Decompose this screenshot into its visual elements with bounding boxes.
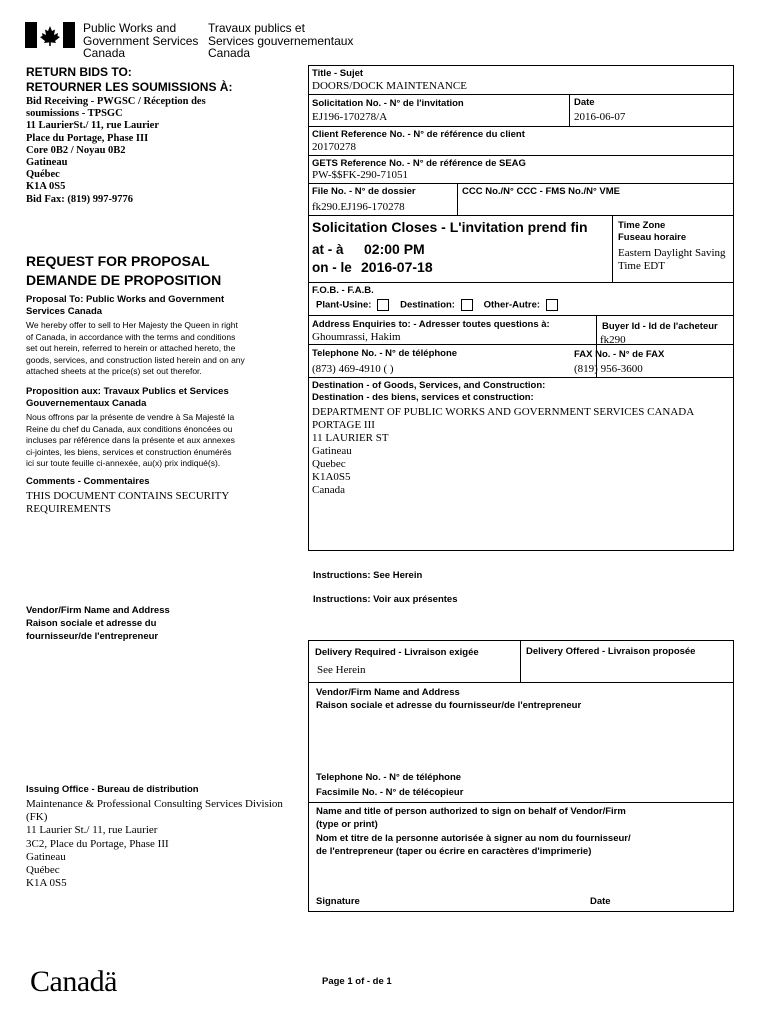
canada-wordmark: Canadä bbox=[30, 965, 117, 998]
comments-text: THIS DOCUMENT CONTAINS SECURITY REQUIREMENTS bbox=[26, 490, 230, 515]
telephone-label: Telephone No. - N° de téléphone bbox=[312, 348, 458, 359]
proposition-label: Proposition aux: Travaux Publics et Services Gouvernementaux Canada bbox=[26, 386, 229, 409]
address-enquiries-value: Ghoumrassi, Hakim bbox=[312, 331, 401, 343]
ccc-number-label: CCC No./N° CCC - FMS No./N° VME bbox=[462, 186, 621, 197]
address-enquiries-label: Address Enquiries to: - Adresser toutes questions à: bbox=[312, 319, 550, 330]
return-bids-title-en: RETURN BIDS TO: bbox=[26, 65, 132, 79]
solicitation-closes-title: Solicitation Closes - L'invitation prend fin bbox=[312, 219, 588, 235]
delivery-required-value: See Herein bbox=[317, 664, 366, 676]
delivery-required-label: Delivery Required - Livraison exigée bbox=[315, 647, 479, 658]
delivery-offered-label: Delivery Offered - Livraison proposée bbox=[526, 646, 696, 657]
client-reference-label: Client Reference No. - N° de référence du client bbox=[312, 129, 525, 140]
other-autre-checkbox[interactable] bbox=[546, 299, 558, 311]
signature-label: Signature bbox=[316, 896, 360, 907]
department-name-fr: Travaux publics et Services gouvernementaux Canada bbox=[208, 21, 354, 60]
fob-label: F.O.B. - F.A.B. bbox=[312, 285, 374, 296]
other-autre-label: Other-Autre: bbox=[483, 299, 541, 311]
date-label: Date bbox=[574, 97, 595, 108]
proposal-to-label: Proposal To: Public Works and Government Services Canada bbox=[26, 294, 225, 317]
destination-goods-value: DEPARTMENT OF PUBLIC WORKS AND GOVERNMENT SERVICES CANADA PORTAGE III 11 LAURIER ST Gatineau Quebec K1A0S5 Canada bbox=[312, 406, 695, 496]
title-value: DOORS/DOCK MAINTENANCE bbox=[312, 80, 467, 92]
fax-label: FAX No. - N° de FAX bbox=[574, 349, 665, 360]
signature-date-label: Date bbox=[590, 896, 611, 907]
solicitation-value: EJ196-170278/A bbox=[312, 111, 388, 123]
rfp-title-en: REQUEST FOR PROPOSAL bbox=[26, 253, 210, 269]
vendor-telephone-label: Telephone No. - N° de téléphone bbox=[316, 772, 462, 783]
buyer-id-label: Buyer Id - Id de l'acheteur bbox=[602, 321, 718, 332]
proposal-to-text: We hereby offer to sell to Her Majesty the Queen in right of Canada, in accordance with the terms and conditions set out herein, referred to herein or attached hereto, the goods, services, and construction listed herein and on any attached sheets at the price(s) set out therefor. bbox=[26, 320, 245, 376]
gets-reference-value: PW-$$FK-290-71051 bbox=[312, 169, 408, 181]
rfp-title-fr: DEMANDE DE PROPOSITION bbox=[26, 272, 222, 288]
proposition-text: Nous offrons par la présente de vendre à Sa Majesté la Reine du chef du Canada, aux conditions énoncées ou incluses par référence dans la présente et aux annexes ci-jointes, les biens, services et construction énumérés ici sur toute feuille ci-annexée, au(x) prix indiqué(s). bbox=[26, 412, 235, 468]
fax-value: (819) 956-3600 bbox=[574, 363, 643, 375]
issuing-office-label: Issuing Office - Bureau de distribution bbox=[26, 784, 199, 795]
destination-goods-label: Destination - of Goods, Services, and Construction: Destination - des biens, services et construction: bbox=[312, 380, 546, 403]
vendor-facsimile-label: Facsimile No. - N° de télécopieur bbox=[316, 787, 464, 798]
solicitation-label: Solicitation No. - N° de l'invitation bbox=[312, 98, 464, 109]
canada-flag-logo bbox=[25, 22, 75, 48]
time-zone-label: Time Zone Fuseau horaire bbox=[618, 220, 687, 243]
comments-label: Comments - Commentaires bbox=[26, 476, 150, 487]
date-value: 2016-06-07 bbox=[574, 111, 626, 123]
destination-checkbox[interactable] bbox=[461, 299, 473, 311]
client-reference-value: 20170278 bbox=[312, 141, 356, 153]
closing-time-label: at - à bbox=[312, 242, 344, 257]
file-number-value: fk290.EJ196-170278 bbox=[312, 201, 405, 213]
instructions-en: Instructions: See Herein bbox=[313, 570, 423, 581]
telephone-value: (873) 469-4910 ( ) bbox=[312, 363, 394, 375]
title-label: Title - Sujet bbox=[312, 68, 364, 79]
department-name-en: Public Works and Government Services Canada bbox=[83, 21, 199, 60]
vendor-name-address-label: Vendor/Firm Name and Address Raison sociale et adresse du fournisseur/de l'entrepreneur bbox=[316, 687, 582, 711]
closing-time-value: 02:00 PM bbox=[364, 241, 425, 257]
page-number: Page 1 of - de 1 bbox=[322, 976, 392, 987]
destination-label: Destination: bbox=[400, 299, 455, 311]
plant-usine-checkbox[interactable] bbox=[377, 299, 389, 311]
file-number-label: File No. - N° de dossier bbox=[312, 186, 416, 197]
issuing-office-address: Maintenance & Professional Consulting Services Division (FK) 11 Laurier St./ 11, rue Laurier 3C2, Place du Portage, Phase III Gatineau Québec K1A 0S5 bbox=[26, 798, 283, 890]
fob-options bbox=[316, 299, 566, 311]
return-bids-title-fr: RETOURNER LES SOUMISSIONS À: bbox=[26, 80, 233, 94]
closing-date-label: on - le bbox=[312, 260, 352, 275]
time-zone-value: Eastern Daylight Saving Time EDT bbox=[618, 247, 726, 272]
gets-reference-label: GETS Reference No. - N° de référence de SEAG bbox=[312, 158, 526, 169]
buyer-id-value: fk290 bbox=[600, 334, 626, 346]
authorized-person-label: Name and title of person authorized to sign on behalf of Vendor/Firm (type or print) Nom et titre de la personne autorisée à signer au nom du fournisseur/ de l'entrepreneur (taper ou écrire en caractères d'imprimerie) bbox=[316, 806, 631, 857]
return-bids-address: Bid Receiving - PWGSC / Réception des soumissions - TPSGC 11 LaurierSt./ 11, rue Laurier Place du Portage, Phase III Core 0B2 / Noyau 0B2 Gatineau Québec K1A 0S5 Bid Fax: (819) 997-9776 bbox=[26, 96, 206, 205]
plant-usine-label: Plant-Usine: bbox=[316, 299, 372, 311]
vendor-name-address-label-left: Vendor/Firm Name and Address Raison sociale et adresse du fournisseur/de l'entrepreneur bbox=[26, 605, 170, 642]
instructions-fr: Instructions: Voir aux présentes bbox=[313, 594, 458, 605]
closing-date-value: 2016-07-18 bbox=[361, 259, 433, 275]
